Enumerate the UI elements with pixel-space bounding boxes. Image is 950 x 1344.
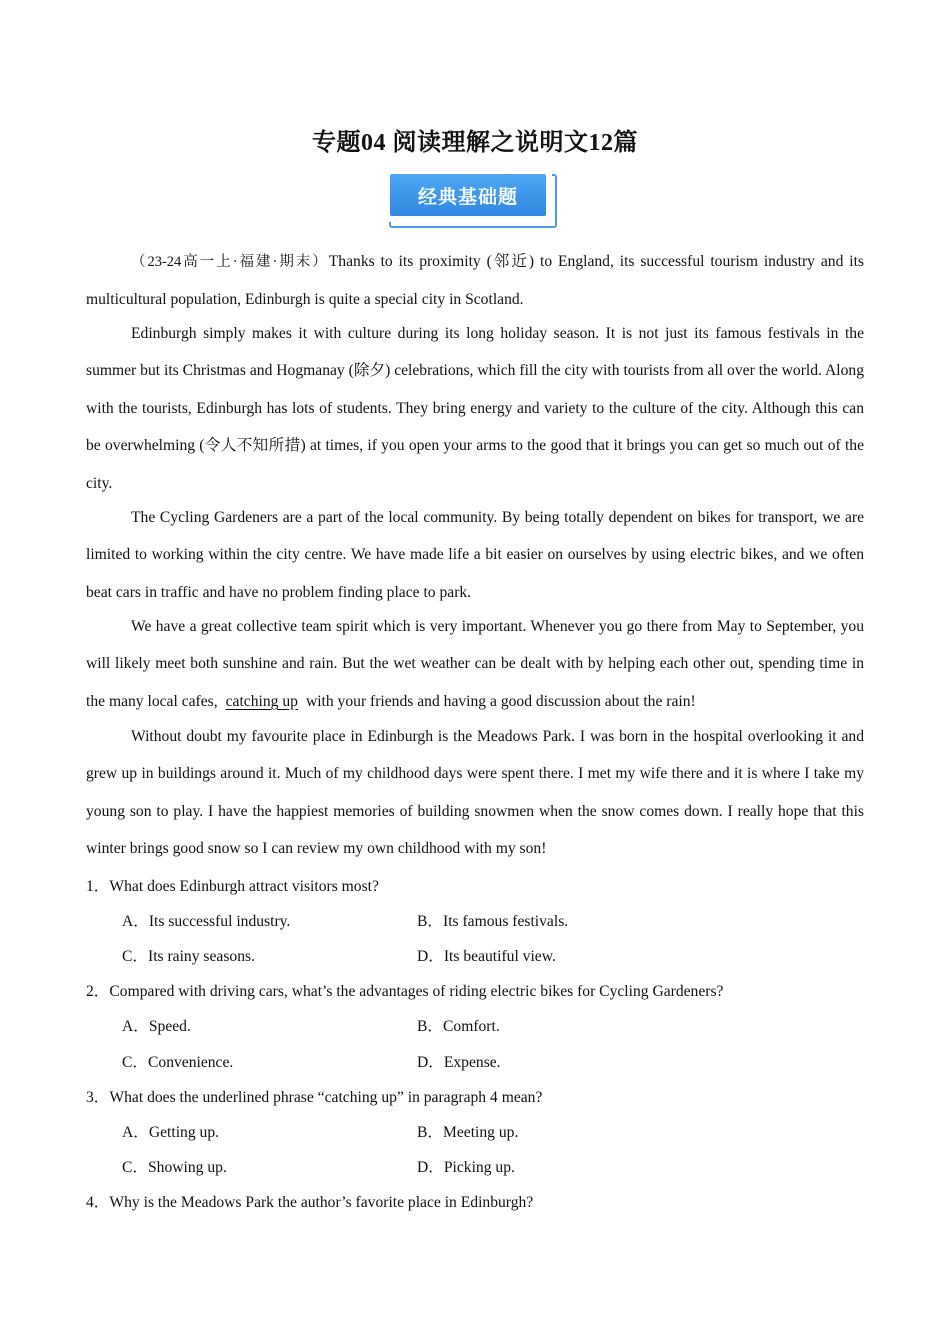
badge-box [384,168,552,222]
question-1 [86,874,379,896]
paragraph-4 [86,608,864,720]
underlined-phrase: catching up [225,692,298,710]
question-1-number: 1． [86,878,110,895]
paragraph-4-text-before: We have a great collective team spirit which is very important. Whenever you go there from May to September, you will likely meet both sunshine and rain. But the wet weather can be dealt with by helping each other out, spending time in the many local cafes, [86,618,864,710]
question-3 [86,1085,542,1107]
question-1-option-a: A．Its successful industry. [122,913,291,930]
question-2 [86,979,723,1001]
paragraph-1 [86,243,864,319]
question-3-option-d: D．Picking up. [417,1159,515,1176]
paragraph-3-block [86,499,864,611]
question-4 [86,1190,533,1212]
question-1-option-b: B．Its famous festivals. [417,913,569,930]
question-2-option-d: D．Expense. [417,1054,501,1071]
reading-passage [86,243,864,319]
question-3-number: 3． [86,1089,110,1106]
question-1-text: What does Edinburgh attract visitors most? [109,878,379,895]
question-4-text: Why is the Meadows Park the author’s favorite place in Edinburgh? [109,1194,534,1211]
paragraph-1-text: Thanks to its proximity (邻近) to England, its successful tourism industry and its multicultural population, Edinburgh is quite a special city in Scotland. [86,253,864,309]
badge-label: 经典基础题 [390,174,546,216]
paragraph-4-text-after: with your friends and having a good discussion about the rain! [305,692,696,710]
paragraph-4-block [86,608,864,720]
question-2-option-a: A．Speed. [122,1018,191,1035]
question-2-option-c: C．Convenience. [122,1054,234,1071]
question-3-option-a: A．Getting up. [122,1124,220,1141]
paragraph-2-block [86,315,864,502]
question-2-number: 2． [86,983,110,1000]
paragraph-2: Edinburgh simply makes it with culture during its long holiday season. It is not just its famous festivals in the summer but its Christmas and Hogmanay (除夕) celebrations, which fill the city with tourists from all over the world. Along with the tourists, Edinburgh has lots of students. They bring energy and variety to the culture of the city. Although this can be overwhelming (令人不知所措) at times, if you open your arms to the good that it brings you can get so much out of the city. [86,325,864,492]
source-label: （23-24高一上·福建·期末） [131,254,329,270]
question-1-option-c: C．Its rainy seasons. [122,948,255,965]
question-3-option-b: B．Meeting up. [417,1124,519,1141]
paragraph-5-block [86,718,864,868]
paragraph-5: Without doubt my favourite place in Edinburgh is the Meadows Park. I was born in the hospital overlooking it and grew up in buildings around it. Much of my childhood days were spent there. I met my wife there and it is where I take my young son to play. I have the happiest memories of building snowmen when the snow comes down. I really hope that this winter brings good snow so I can review my own childhood with my son! [86,728,864,858]
question-1-option-d: D．Its beautiful view. [417,948,556,965]
question-3-text: What does the underlined phrase “catching up” in paragraph 4 mean? [109,1089,543,1106]
question-3-option-c: C．Showing up. [122,1159,227,1176]
question-2-option-b: B．Comfort. [417,1018,500,1035]
page-title: 专题04 阅读理解之说明文12篇 [312,130,638,156]
paragraph-3: The Cycling Gardeners are a part of the local community. By being totally dependent on bikes for transport, we are limited to working within the city centre. We have made life a bit easier on ourselves by using electric bikes, and we often beat cars in traffic and have no problem finding place to park. [86,509,864,601]
question-2-text: Compared with driving cars, what’s the advantages of riding electric bikes for Cycling Gardeners? [109,983,724,1000]
question-4-number: 4． [86,1194,110,1211]
section-badge [384,168,560,230]
